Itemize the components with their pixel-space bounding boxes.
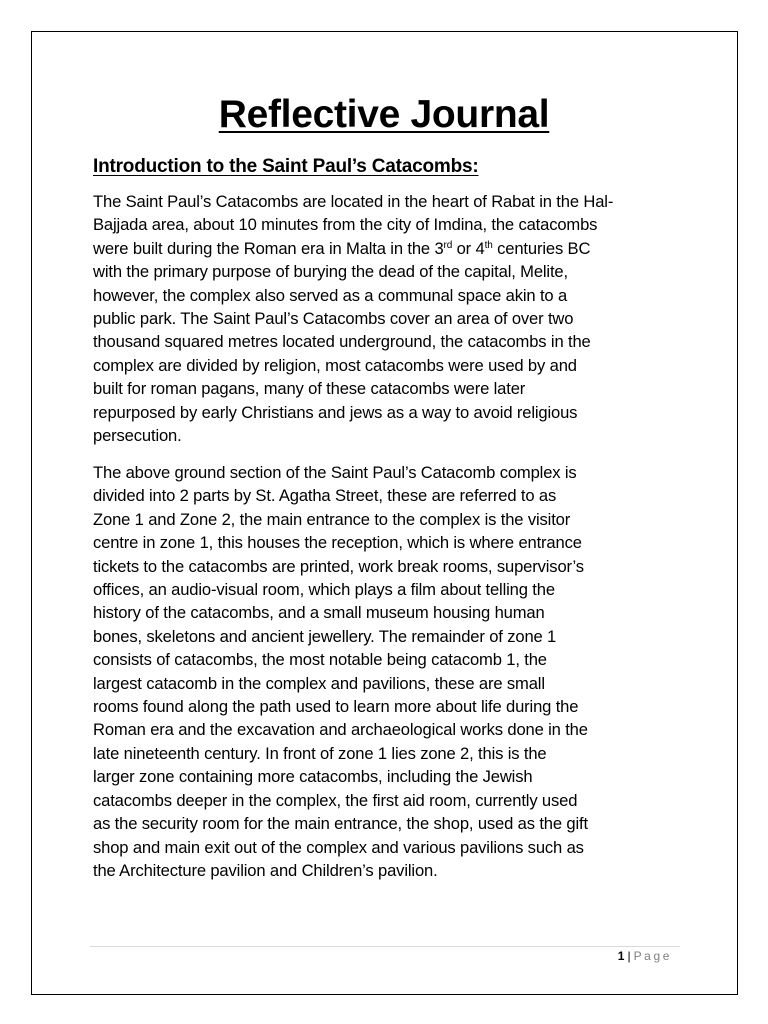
paragraph-line: built for roman pagans, many of these catacombs were later <box>93 379 526 399</box>
footer-separator: | <box>627 949 631 963</box>
paragraph-line: tickets to the catacombs are printed, work break rooms, supervisor’s <box>93 556 584 576</box>
document-title: Reflective Journal <box>218 93 550 136</box>
paragraph-line: thousand squared metres located underground, the catacombs in the <box>93 332 591 352</box>
page-label: Page <box>633 949 672 963</box>
paragraph-line: with the primary purpose of burying the dead of the capital, Melite, <box>93 262 568 282</box>
page-footer <box>618 948 672 964</box>
paragraph-line: Roman era and the excavation and archaeological works done in the <box>93 720 588 740</box>
footer-divider <box>90 946 680 947</box>
paragraph-above-ground-section <box>93 461 693 882</box>
paragraph-line: the Architecture pavilion and Children’s pavilion. <box>93 860 438 880</box>
paragraph-line <box>93 237 693 260</box>
paragraph-line: shop and main exit out of the complex and various pavilions such as <box>93 837 584 857</box>
paragraph-line: repurposed by early Christians and jews as a way to avoid religious <box>93 402 578 422</box>
paragraph-line: larger zone containing more catacombs, including the Jewish <box>93 767 533 787</box>
paragraph-line: history of the catacombs, and a small museum housing human <box>93 603 545 623</box>
paragraph-line: public park. The Saint Paul’s Catacombs cover an area of over two <box>93 309 574 329</box>
text-run: centuries BC <box>492 238 591 258</box>
paragraph-line: as the security room for the main entrance, the shop, used as the gift <box>93 814 588 834</box>
text-run: were built during the Roman era in Malta in the 3 <box>93 238 444 258</box>
superscript-ordinal: rd <box>443 239 453 251</box>
paragraph-line: bones, skeletons and ancient jewellery. The remainder of zone 1 <box>93 626 557 646</box>
paragraph-line: offices, an audio-visual room, which plays a film about telling the <box>93 580 555 600</box>
superscript-ordinal: th <box>484 239 493 251</box>
paragraph-line: persecution. <box>93 426 182 446</box>
paragraph-line: however, the complex also served as a communal space akin to a <box>93 285 568 305</box>
paragraph-line: late nineteenth century. In front of zone 1 lies zone 2, this is the <box>93 743 547 763</box>
paragraph-line: The Saint Paul’s Catacombs are located in the heart of Rabat in the Hal- <box>93 192 614 211</box>
paragraph-line: centre in zone 1, this houses the reception, which is where entrance <box>93 533 582 553</box>
paragraph-line: divided into 2 parts by St. Agatha Street, these are referred to as <box>93 486 557 506</box>
paragraph-line: rooms found along the path used to learn more about life during the <box>93 697 579 717</box>
section-heading: Introduction to the Saint Paul’s Catacombs: <box>93 156 479 177</box>
paragraph-line: Bajjada area, about 10 minutes from the city of Imdina, the catacombs <box>93 215 598 235</box>
paragraph-line: Zone 1 and Zone 2, the main entrance to the complex is the visitor <box>93 509 571 529</box>
page-number: 1 <box>617 949 625 963</box>
paragraph-line: The above ground section of the Saint Paul’s Catacomb complex is <box>93 463 577 482</box>
paragraph-line: catacombs deeper in the complex, the first aid room, currently used <box>93 790 578 810</box>
paragraph-line: consists of catacombs, the most notable being catacomb 1, the <box>93 650 547 670</box>
paragraph-line: largest catacomb in the complex and pavilions, these are small <box>93 673 545 693</box>
paragraph-line: complex are divided by religion, most catacombs were used by and <box>93 355 577 375</box>
paragraph-introduction <box>93 190 693 447</box>
text-run: or 4 <box>452 238 485 258</box>
